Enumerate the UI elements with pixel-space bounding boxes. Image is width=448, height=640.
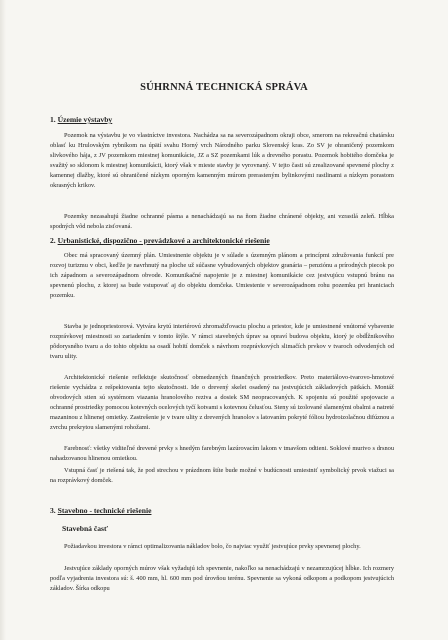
- paragraph: Vstupná časť je riešená tak, že pod strechou v prázdnom štíte bude možné v budúcnosti umiestniť symbolický prvok viažuci sa na rozprávkový domček.: [50, 467, 394, 485]
- section-title: Stavebno - technické riešenie: [57, 506, 152, 515]
- section-title: Územie výstavby: [57, 115, 113, 124]
- section-number: 3.: [50, 506, 56, 515]
- section-number: 2.: [50, 236, 56, 245]
- document-title: SÚHRNNÁ TECHNICKÁ SPRÁVA: [140, 82, 308, 93]
- section-2-heading: [50, 236, 270, 245]
- section-3-heading: [50, 506, 151, 515]
- section-1-heading: [50, 115, 112, 124]
- section-number: 1.: [50, 115, 56, 124]
- section-title: Urbanistické, dispozično - prevádzkové a architektonické riešenie: [57, 236, 270, 245]
- subsection-title: Stavebná časť: [62, 524, 108, 533]
- paragraph: Jestvujúce základy oporných múrov však vyžadujú ich spevnenie, nakoľko sa nenachádzajú v nezamrzujúcej hĺbke. Ich rozmery podľa vyjadrenia investora sú: š. 400 mm, hl. 600 mm pod úrovňou terénu. Spevnenie sa vykoná odkopom a podkopom jestvujúcich základov. Šírka odkopu: [50, 565, 394, 593]
- paragraph: Pozemok na výstavbu je vo vlastníctve investora. Nachádza sa na severozápadnom okraji obce, smerom na rekreačnú chatársku oblasť ku Hrulovským rybníkom na úpätí svahu Horný vrch Národného parku Slovenský kras. Zo SV je ohraničený pozemkom slivkového hája, z JV pozemkom miestnej komunikácie, JZ a SZ pozemkami lúk a drevného porastu. Pozemok hobitého domčeka je svažitý so sklonom k miestnej komunikácii, ktorý však v mieste stavby je vyrovnaný. V tejto časti sú zrealizované spevnené plochy z kamennej dlažby, ktoré sú ohraničené nízkym oporným kamenným múrom prerasteným bylinkovými rastlinami a nízkym porastom okrasných krikov.: [50, 132, 394, 190]
- paragraph: Architektonické riešenie reflektuje skutočnosť obmedzených finančných prostriedkov. Preto materiálovo-tvarovo-hmotové riešenie vychádza z rešpektovania tejto skutočnosti. Ide o drevený skelet osadený na jestvujúcich základových pätkách. Montáž obvodových stien sú systémom viazania hranolového reziva a dosiek SM neopracovaných. K spojeniu sú použité spojovacie a ochranné prostriedky pomocou kotevných ocelových tyčí kotvami s kotevnou čelusťou. Steny sú izolované slamenými obalmi a natreté mazaninou z hlinenej omietky. Zastrešenie je v tvare ulity z drevených hranolov s latovaním pokryté fóliou hydroizolačnou difúznou a zvrchu prekrytou slamenými rohožami.: [50, 374, 394, 432]
- paragraph: Farebnosť: všetky viditeľné drevené prvky s hnedým farebným lazúrovacím lakom v tmavšom odtieni. Soklové murivo s drsnou nahadzovanou hlinenou omietkou.: [50, 445, 394, 463]
- paragraph: Pozemky nezasahujú žiadne ochranné pásma a nenachádzajú sa na ňom žiadne chránené objekty, ani vzrastlá zeleň. Hĺbka spodných vôd nebola zisťovaná.: [50, 213, 394, 231]
- paragraph: Stavba je jednopriestorová. Vytvára krytú interiérovú zhromažďovaciu plochu a priestor, kde je umiestnené vnútorné vybavenie rozprávkovej miestnosti so zariadením v tomto štýle. V rámci stavebných úprav sa opraví budova objektu, ktorý je obdĺžnikového pôdorysného tvaru a do tohto objektu sa osadí hobití domček s návrhom rozprávkových slimačích prvkov v tvaroch odvodených od tvaru ulity.: [50, 323, 394, 361]
- paragraph: Obec má spracovaný územný plán. Umiestnenie objektu je v súlade s územným plánom a princípmi združovania funkcií pre rozvoj turizmu v obci, keďže je navrhnutý na ploche už súčasne vybudovaných objektov granária – penziónu a prírodných piecok po ich západnom a severozápadnom obvode. Komunikačné napojenie je z miestnej komunikácie cez jestvujúcu vstupnú bránu na spevnenú plochu, z ktorej sa bude vstupovať aj do objektu domčeka. Umiestenie v severozápadnom rohu pozemku pri hraniciach pozemku.: [50, 252, 394, 300]
- scan-edge: [0, 0, 6, 640]
- paragraph: Požiadavkou investora v rámci optimalizovania nákladov bolo, čo najviac využiť jestvujúce prvky spevnenej plochy.: [64, 543, 361, 550]
